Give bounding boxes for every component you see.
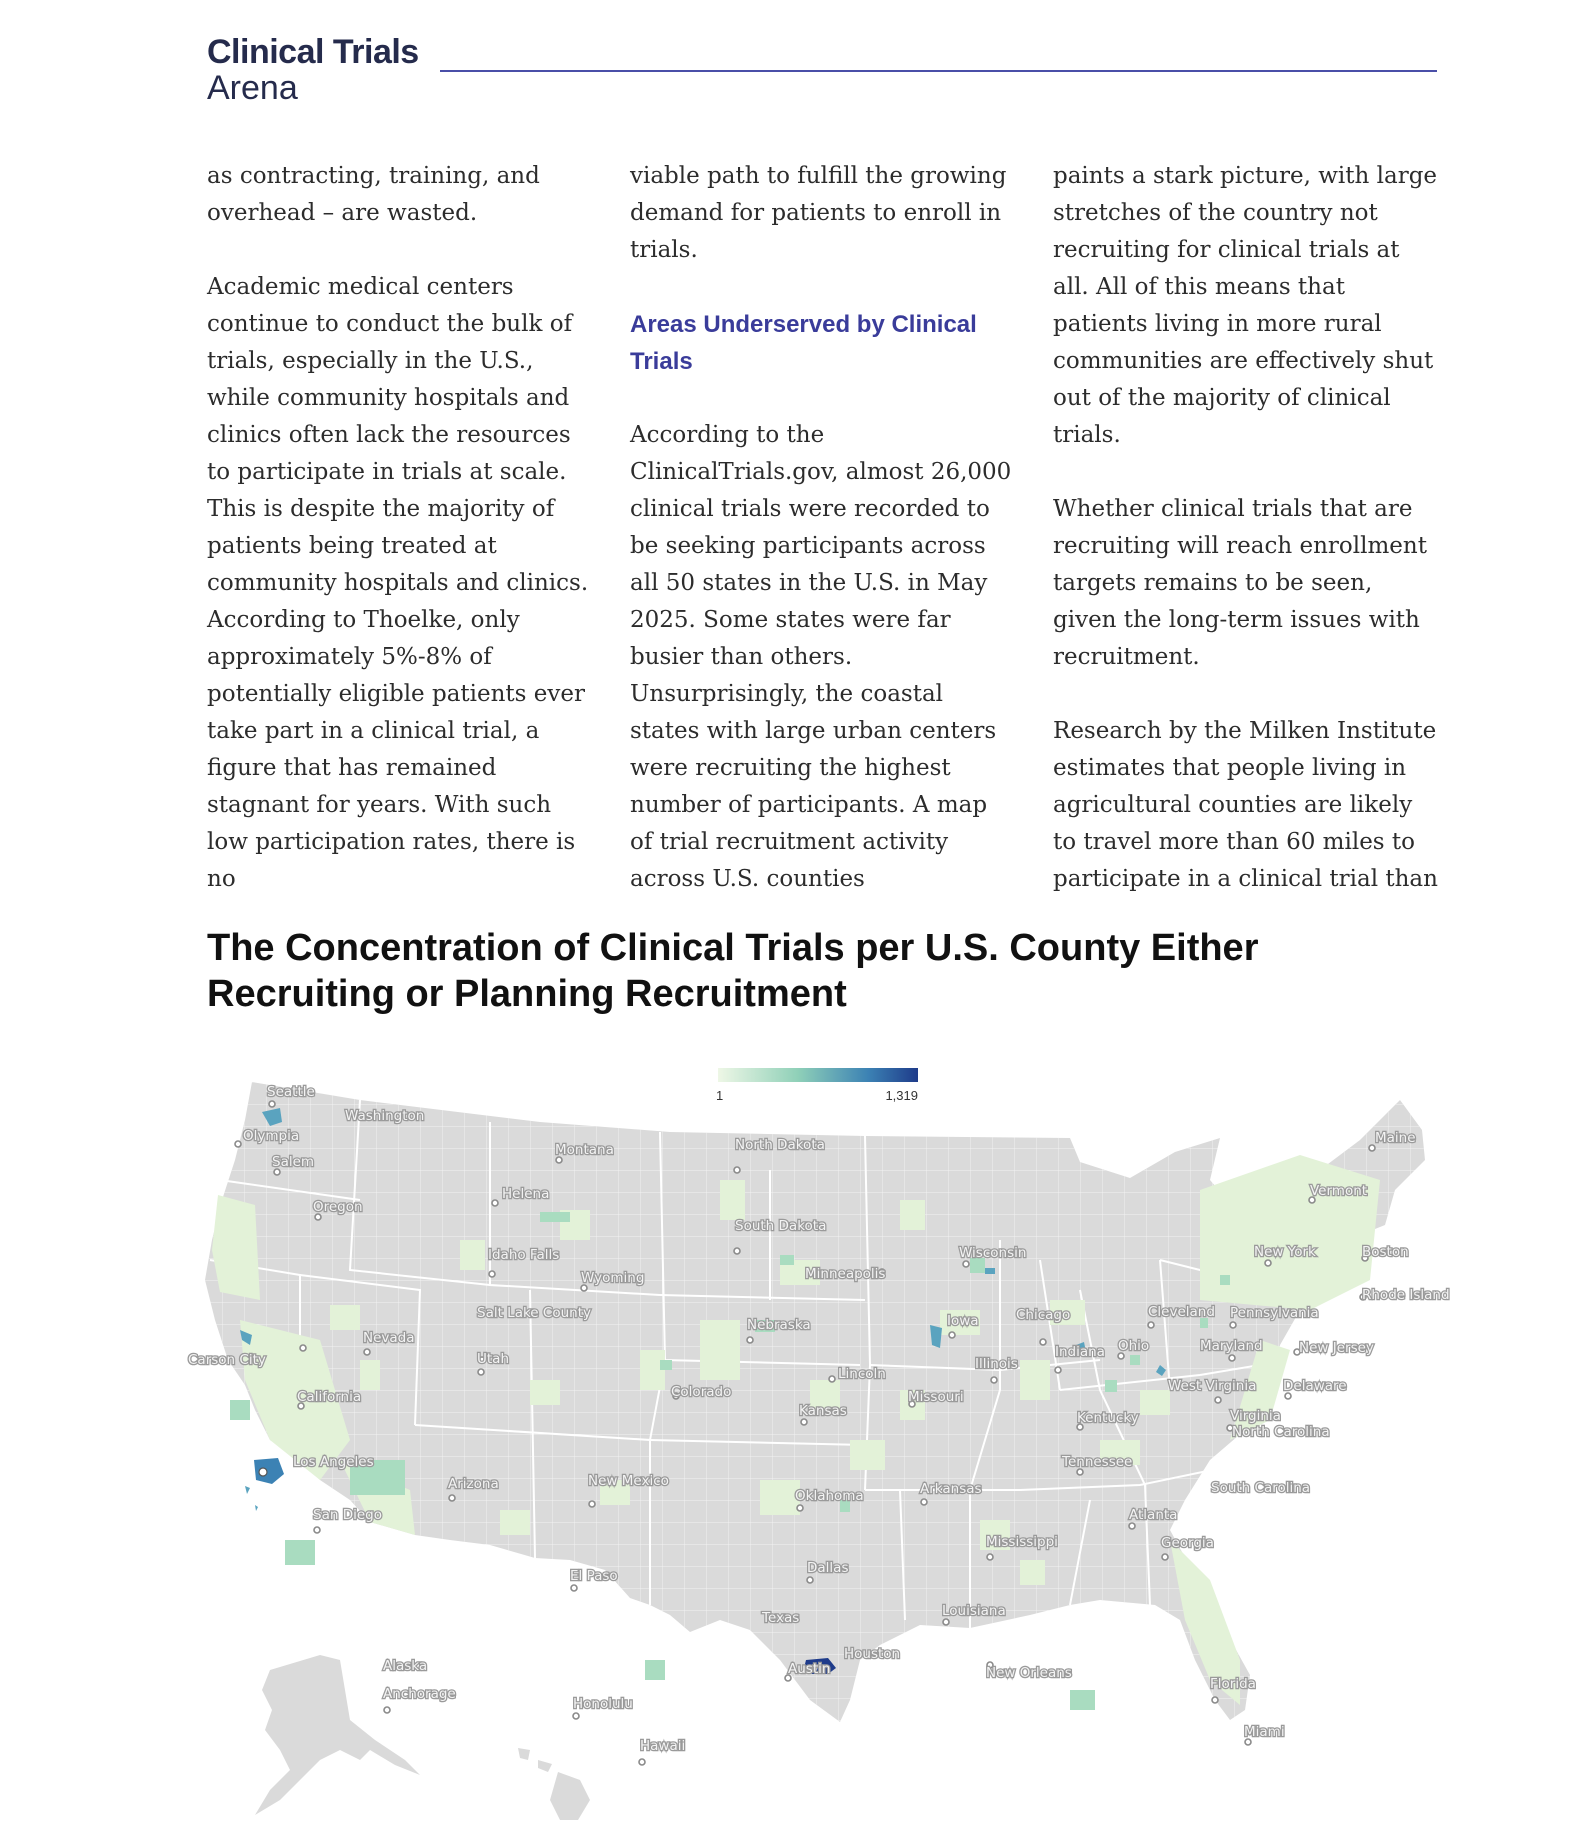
map-label: Los Angeles	[293, 1454, 374, 1470]
paragraph: Whether clinical trials that are recruiting will reach enrollment targets remains to be seen, given the long-term issues with recruitment.	[1053, 496, 1427, 670]
paragraph: paints a stark picture, with large stretches of the country not recruiting for clinical trials at all. All of this means that patients living in more rural communities are effectively shut out of the majority of clinical trials.	[1053, 163, 1438, 448]
map-label: Colorado	[671, 1384, 732, 1400]
paragraph: Research by the Milken Institute estimates that people living in agricultural counties are likely to travel more than 60 miles to participate in a clinical trial than	[1053, 718, 1438, 892]
map-label: Boston	[1362, 1244, 1409, 1260]
us-county-map	[188, 1060, 1450, 1840]
map-label: Austin	[788, 1661, 831, 1677]
hawaii-shape	[518, 1748, 590, 1820]
map-label: West Virginia	[1168, 1378, 1257, 1394]
map-label: Honolulu	[573, 1696, 633, 1712]
map-label: Nevada	[363, 1330, 415, 1346]
map-label: Carson City	[188, 1352, 266, 1368]
map-label: Oklahoma	[795, 1488, 864, 1504]
map-label: Wyoming	[581, 1270, 645, 1286]
legend-scale-bar	[718, 1068, 918, 1082]
map-label: Illinois	[975, 1356, 1018, 1372]
chart-title: The Concentration of Clinical Trials per U.S. County Either Recruiting or Planning Recruitment	[207, 927, 1259, 1015]
map-label: California	[297, 1389, 362, 1405]
legend-max-label: 1,319	[885, 1088, 918, 1103]
map-label: Salt Lake County	[477, 1305, 591, 1321]
map-label: Louisiana	[942, 1603, 1006, 1619]
map-label: Lincoln	[838, 1366, 886, 1382]
map-label: Idaho Falls	[488, 1247, 560, 1263]
article-column-1	[207, 158, 592, 935]
map-label: Montana	[555, 1142, 614, 1158]
paragraph: Academic medical centers continue to conduct the bulk of trials, especially in the U.S., while community hospitals and clinics often lack the resources to participate in trials at scale. This is despite the majority of patients being treated at community hospitals and clinics. According to Thoelke, only approximately 5%-8% of potentially eligible patients ever take part in a clinical trial, a figure that has remained stagnant for years. With such low participation rates, there is no	[207, 274, 589, 892]
map-label: Anchorage	[383, 1686, 456, 1702]
map-label: Arkansas	[920, 1481, 982, 1497]
map-label: Tennessee	[1062, 1454, 1133, 1470]
map-label: Mississippi	[986, 1534, 1058, 1550]
map-label: Rhode Island	[1362, 1287, 1450, 1303]
map-label: San Diego	[313, 1507, 382, 1523]
map-label: Florida	[1210, 1676, 1256, 1692]
map-label: Miami	[1244, 1724, 1285, 1740]
map-label: Oregon	[313, 1199, 363, 1215]
paragraph: According to the ClinicalTrials.gov, almost 26,000 clinical trials were recorded to be seeking participants across all 50 states in the U.S. in May 2025. Some states were far busier than others. Unsurprisingly, the coastal states with large urban centers were recruiting the highest number of participants. A map of trial recruitment activity across U.S. counties	[630, 422, 1012, 892]
map-label: Nebraska	[747, 1317, 811, 1333]
alaska-shape	[255, 1655, 420, 1815]
map-label: Kentucky	[1077, 1410, 1139, 1426]
map-label: Maine	[1375, 1130, 1416, 1146]
map-label: New Orleans	[986, 1665, 1072, 1681]
map-label: North Carolina	[1232, 1424, 1330, 1440]
legend-min-label: 1	[716, 1088, 724, 1103]
map-label: South Dakota	[735, 1218, 827, 1234]
map-label: Delaware	[1283, 1378, 1347, 1394]
map-label: Washington	[345, 1108, 425, 1124]
map-label: Missouri	[908, 1389, 964, 1405]
map-label: Minneapolis	[805, 1266, 886, 1282]
map-label: Virginia	[1230, 1408, 1281, 1424]
map-label: Salem	[272, 1154, 315, 1170]
map-label: Ohio	[1118, 1338, 1150, 1354]
map-label: Atlanta	[1129, 1507, 1178, 1523]
section-heading: Areas Underserved by Clinical Trials	[630, 311, 977, 375]
map-label: Wisconsin	[959, 1245, 1027, 1261]
map-label: Arizona	[448, 1476, 499, 1492]
masthead	[207, 34, 419, 106]
map-label: Maryland	[1200, 1338, 1263, 1354]
header-rule	[440, 70, 1437, 72]
map-legend	[716, 1068, 918, 1103]
map-label: South Carolina	[1211, 1480, 1311, 1496]
map-label: Pennsylvania	[1230, 1305, 1319, 1321]
map-label: Hawaii	[640, 1738, 686, 1754]
map-label: North Dakota	[735, 1137, 825, 1153]
map-label: New York	[1254, 1244, 1316, 1260]
map-label: Cleveland	[1148, 1304, 1215, 1320]
map-label: Indiana	[1055, 1344, 1105, 1360]
map-label: Kansas	[799, 1403, 847, 1419]
map-label: Utah	[477, 1351, 510, 1367]
map-label: Alaska	[383, 1658, 428, 1674]
map-label: Helena	[502, 1186, 550, 1202]
brand-title: Clinical Trials	[207, 33, 419, 71]
map-label: Texas	[762, 1610, 800, 1626]
map-label: Houston	[844, 1646, 901, 1662]
map-label: Iowa	[947, 1313, 979, 1329]
map-label: El Paso	[570, 1568, 618, 1584]
map-label: Georgia	[1161, 1535, 1214, 1551]
paragraph: as contracting, training, and overhead – are wasted.	[207, 163, 540, 226]
paragraph: viable path to fulfill the growing demand for patients to enroll in trials.	[630, 163, 1007, 263]
los-angeles-hotspot	[245, 1458, 284, 1511]
map-label: Vermont	[1310, 1183, 1368, 1199]
map-label: Seattle	[267, 1084, 315, 1100]
article-column-2	[630, 158, 1015, 935]
article-column-3	[1053, 158, 1438, 935]
brand-subtitle: Arena	[207, 69, 298, 107]
map-label: New Jersey	[1299, 1340, 1374, 1356]
map-label: New Mexico	[588, 1473, 669, 1489]
map-label: Chicago	[1016, 1307, 1071, 1323]
map-label: Dallas	[807, 1560, 849, 1576]
map-label: Olympia	[243, 1128, 300, 1144]
